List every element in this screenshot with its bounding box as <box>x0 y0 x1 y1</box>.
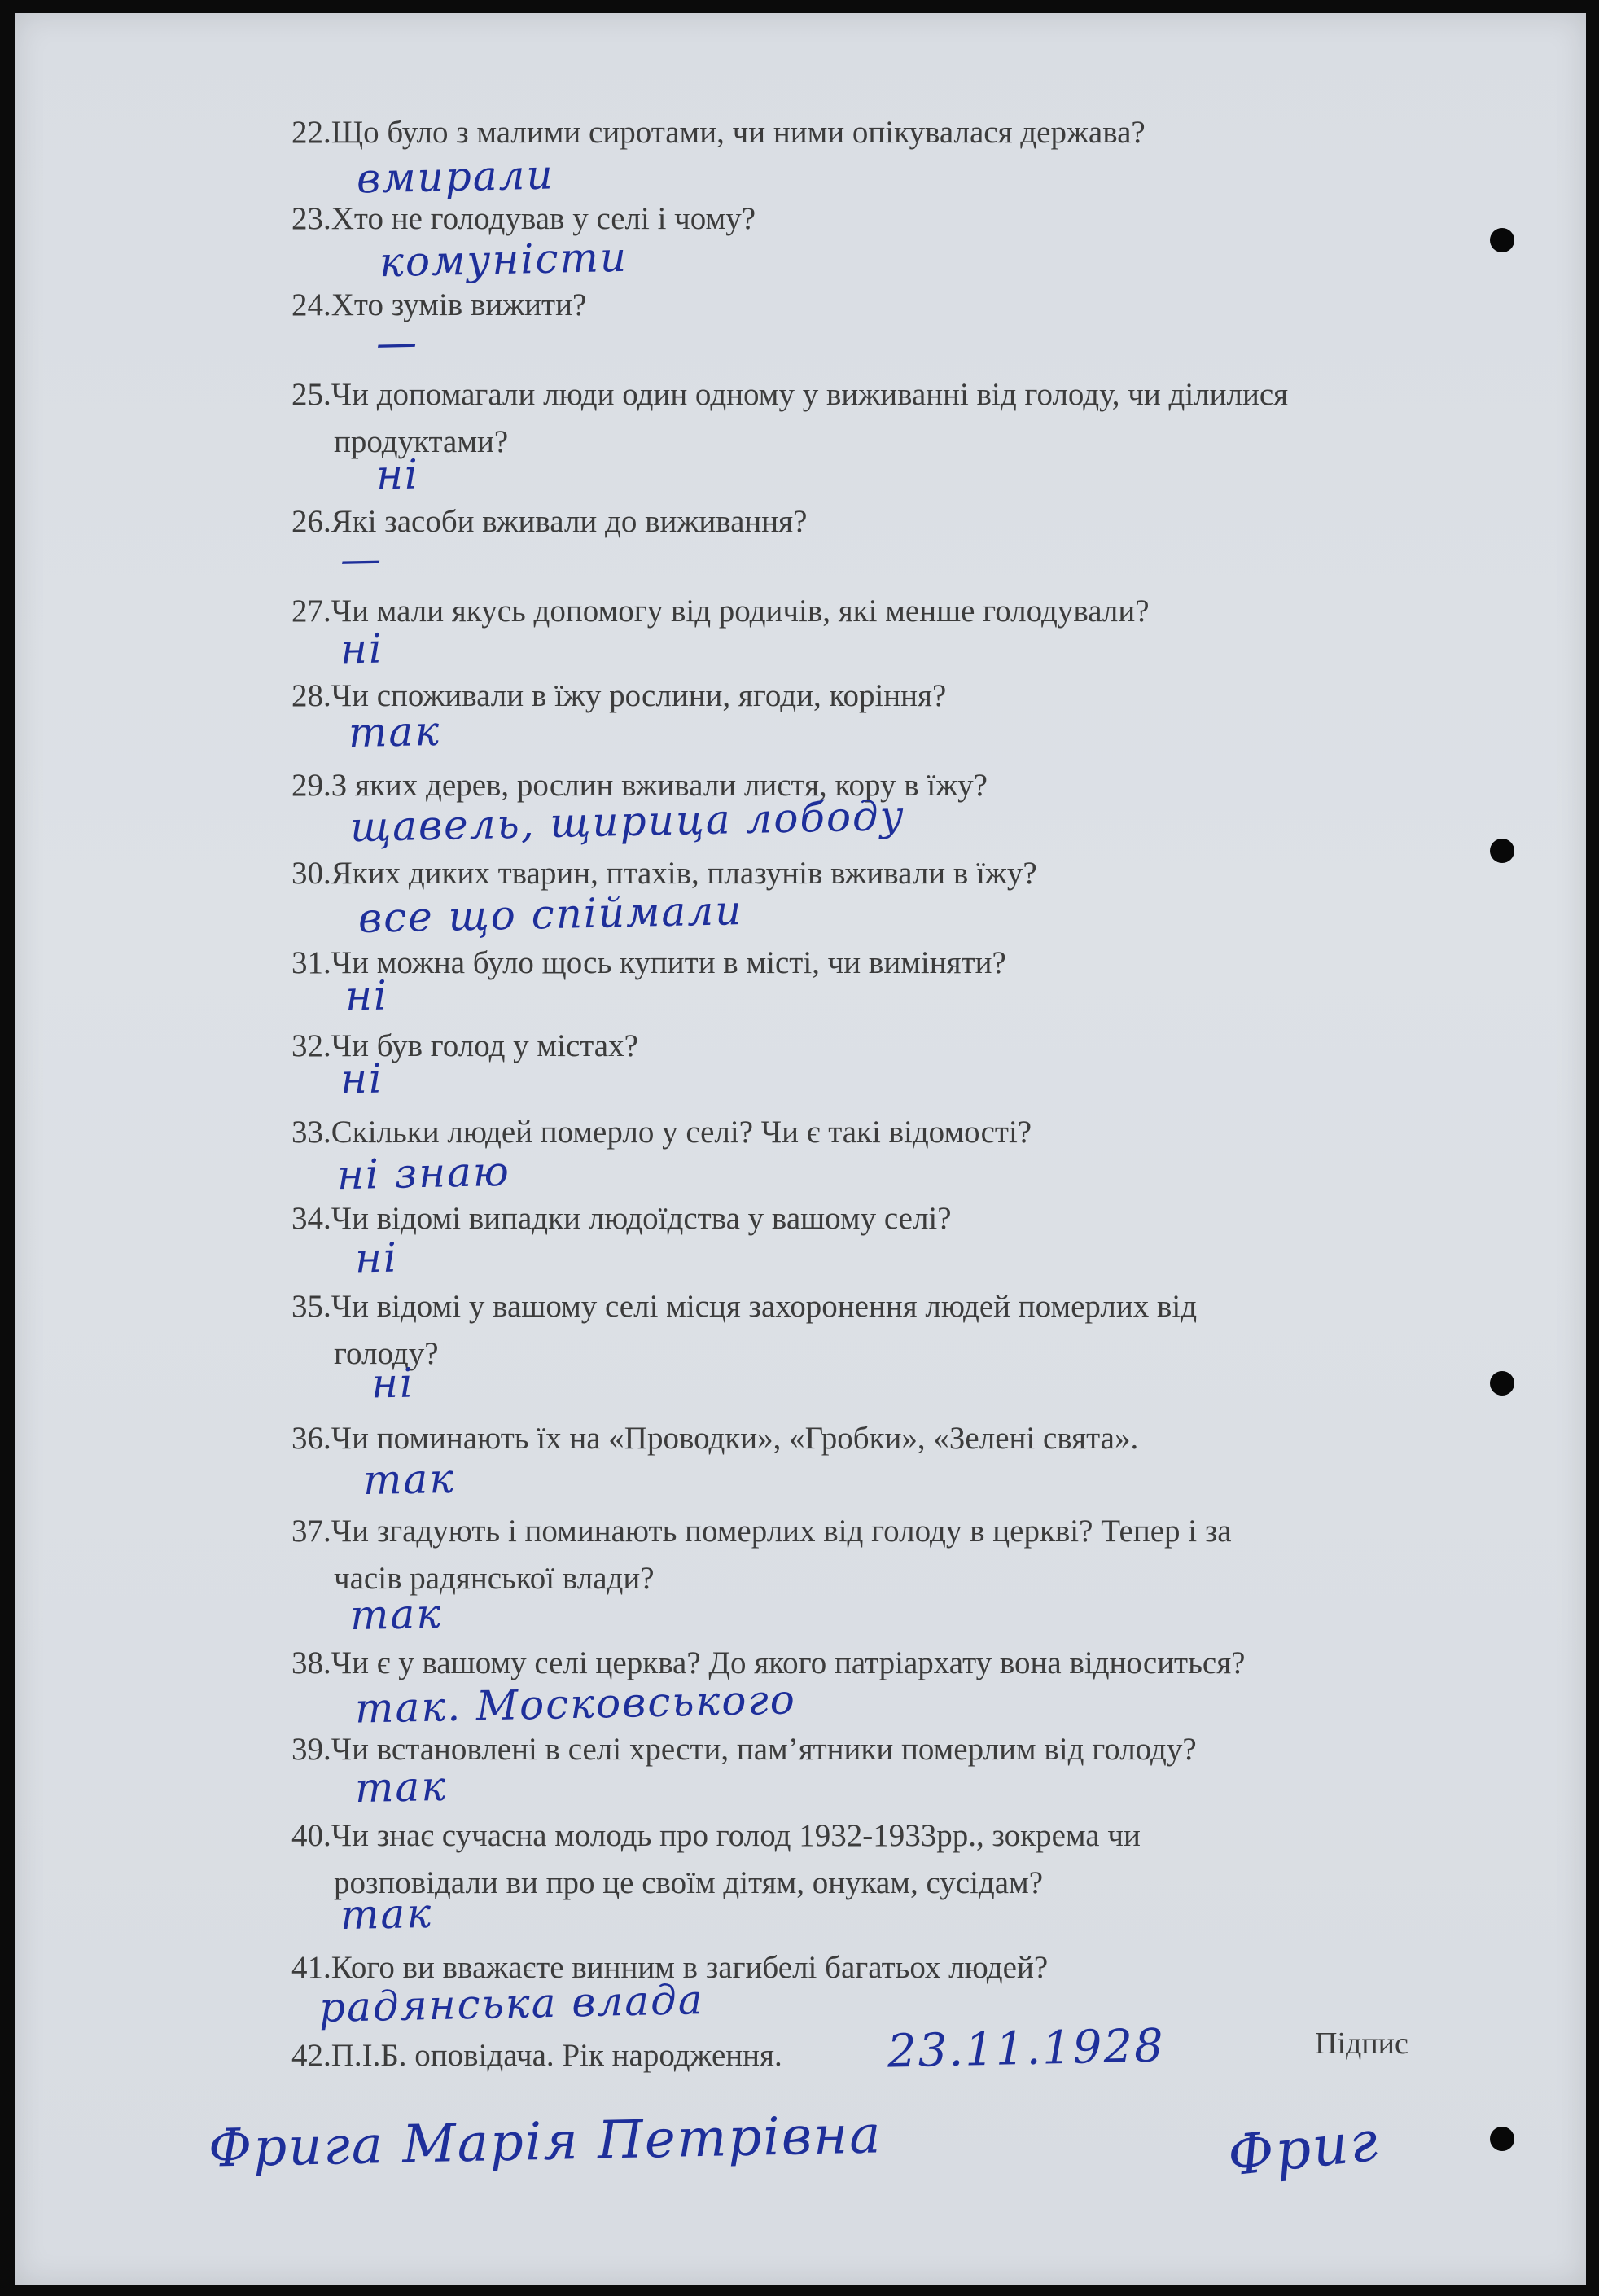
question-26: 26.Які засоби вживали до виживання? <box>291 504 808 539</box>
answer-35: ні <box>370 1359 415 1408</box>
narrator-name: Фрига Марія Петрівна <box>208 2105 883 2180</box>
signature: Фриг <box>1224 2109 1382 2189</box>
answer-22: вмирали <box>356 151 555 203</box>
question-35: 35.Чи відомі у вашому селі місця захоронення людей померлих від голоду? <box>291 1289 1198 1371</box>
question-37: 37.Чи згадують і поминають померлих від голоду в церкві? Тепер і за часів радянської влади? <box>291 1514 1232 1596</box>
punch-hole <box>1490 2127 1514 2151</box>
question-36: 36.Чи поминають їх на «Проводки», «Гробки», «Зелені свята». <box>291 1421 1139 1456</box>
question-38: 38.Чи є у вашому селі церква? До якого патріархату вона відноситься? <box>291 1645 1246 1680</box>
answer-32: ні <box>340 1054 384 1103</box>
answer-26: — <box>340 535 383 584</box>
answer-36: так <box>362 1454 456 1505</box>
answer-29: щавель, щирица лободу <box>349 791 906 852</box>
question-24: 24.Хто зумів вижити? <box>291 287 587 322</box>
answer-39: так <box>354 1762 448 1812</box>
question-29: 29.З яких дерев, рослин вживали листя, кору в їжу? <box>291 768 988 803</box>
question-40: 40.Чи знає сучасна молодь про голод 1932-1933рр., зокрема чи розповідали ви про це своїм дітям, онукам, сусідам? <box>291 1818 1141 1900</box>
question-41: 41.Кого ви вважаєте винним в загибелі багатьох людей? <box>291 1950 1049 1985</box>
signature-label: Підпис <box>1315 2027 1408 2061</box>
answer-40: так <box>340 1889 433 1939</box>
question-25: 25.Чи допомагали люди один одному у виживанні від голоду, чи ділилися продуктами? <box>291 377 1289 459</box>
answer-30: все що спіймали <box>357 887 743 942</box>
question-30: 30.Яких диких тварин, птахів, плазунів вживали в їжу? <box>291 856 1037 891</box>
answer-28: так <box>348 707 441 757</box>
question-27: 27.Чи мали якусь допомогу від родичів, які менше голодували? <box>291 594 1150 629</box>
question-34: 34.Чи відомі випадки людоїдства у вашому селі? <box>291 1201 952 1236</box>
question-28: 28.Чи споживали в їжу рослини, ягоди, коріння? <box>291 678 947 713</box>
answer-25: ні <box>375 450 420 499</box>
birth-date: 23.11.1928 <box>887 2019 1166 2079</box>
question-23: 23.Хто не голодував у селі і чому? <box>291 201 756 236</box>
question-22: 22.Що було з малими сиротами, чи ними опікувалася держава? <box>291 115 1146 150</box>
answer-24: — <box>375 318 419 367</box>
question-32: 32.Чи був голод у містах? <box>291 1028 638 1063</box>
question-39: 39.Чи встановлені в селі хрести, пам’ятники померлим від голоду? <box>291 1732 1197 1767</box>
question-31: 31.Чи можна було щось купити в місті, чи виміняти? <box>291 945 1006 980</box>
question-33: 33.Скільки людей померло у селі? Чи є такі відомості? <box>291 1115 1032 1150</box>
answer-33: ні знаю <box>336 1147 511 1199</box>
question-42: 42.П.І.Б. оповідача. Рік народження. <box>291 2038 782 2073</box>
answer-34: ні <box>354 1233 399 1282</box>
answer-23: комуністи <box>379 233 629 287</box>
answer-27: ні <box>340 624 384 673</box>
answer-37: так <box>349 1589 443 1640</box>
answer-38: так. Московського <box>354 1676 797 1733</box>
answer-31: ні <box>344 971 389 1020</box>
answer-41: радянська влада <box>318 1976 705 2031</box>
